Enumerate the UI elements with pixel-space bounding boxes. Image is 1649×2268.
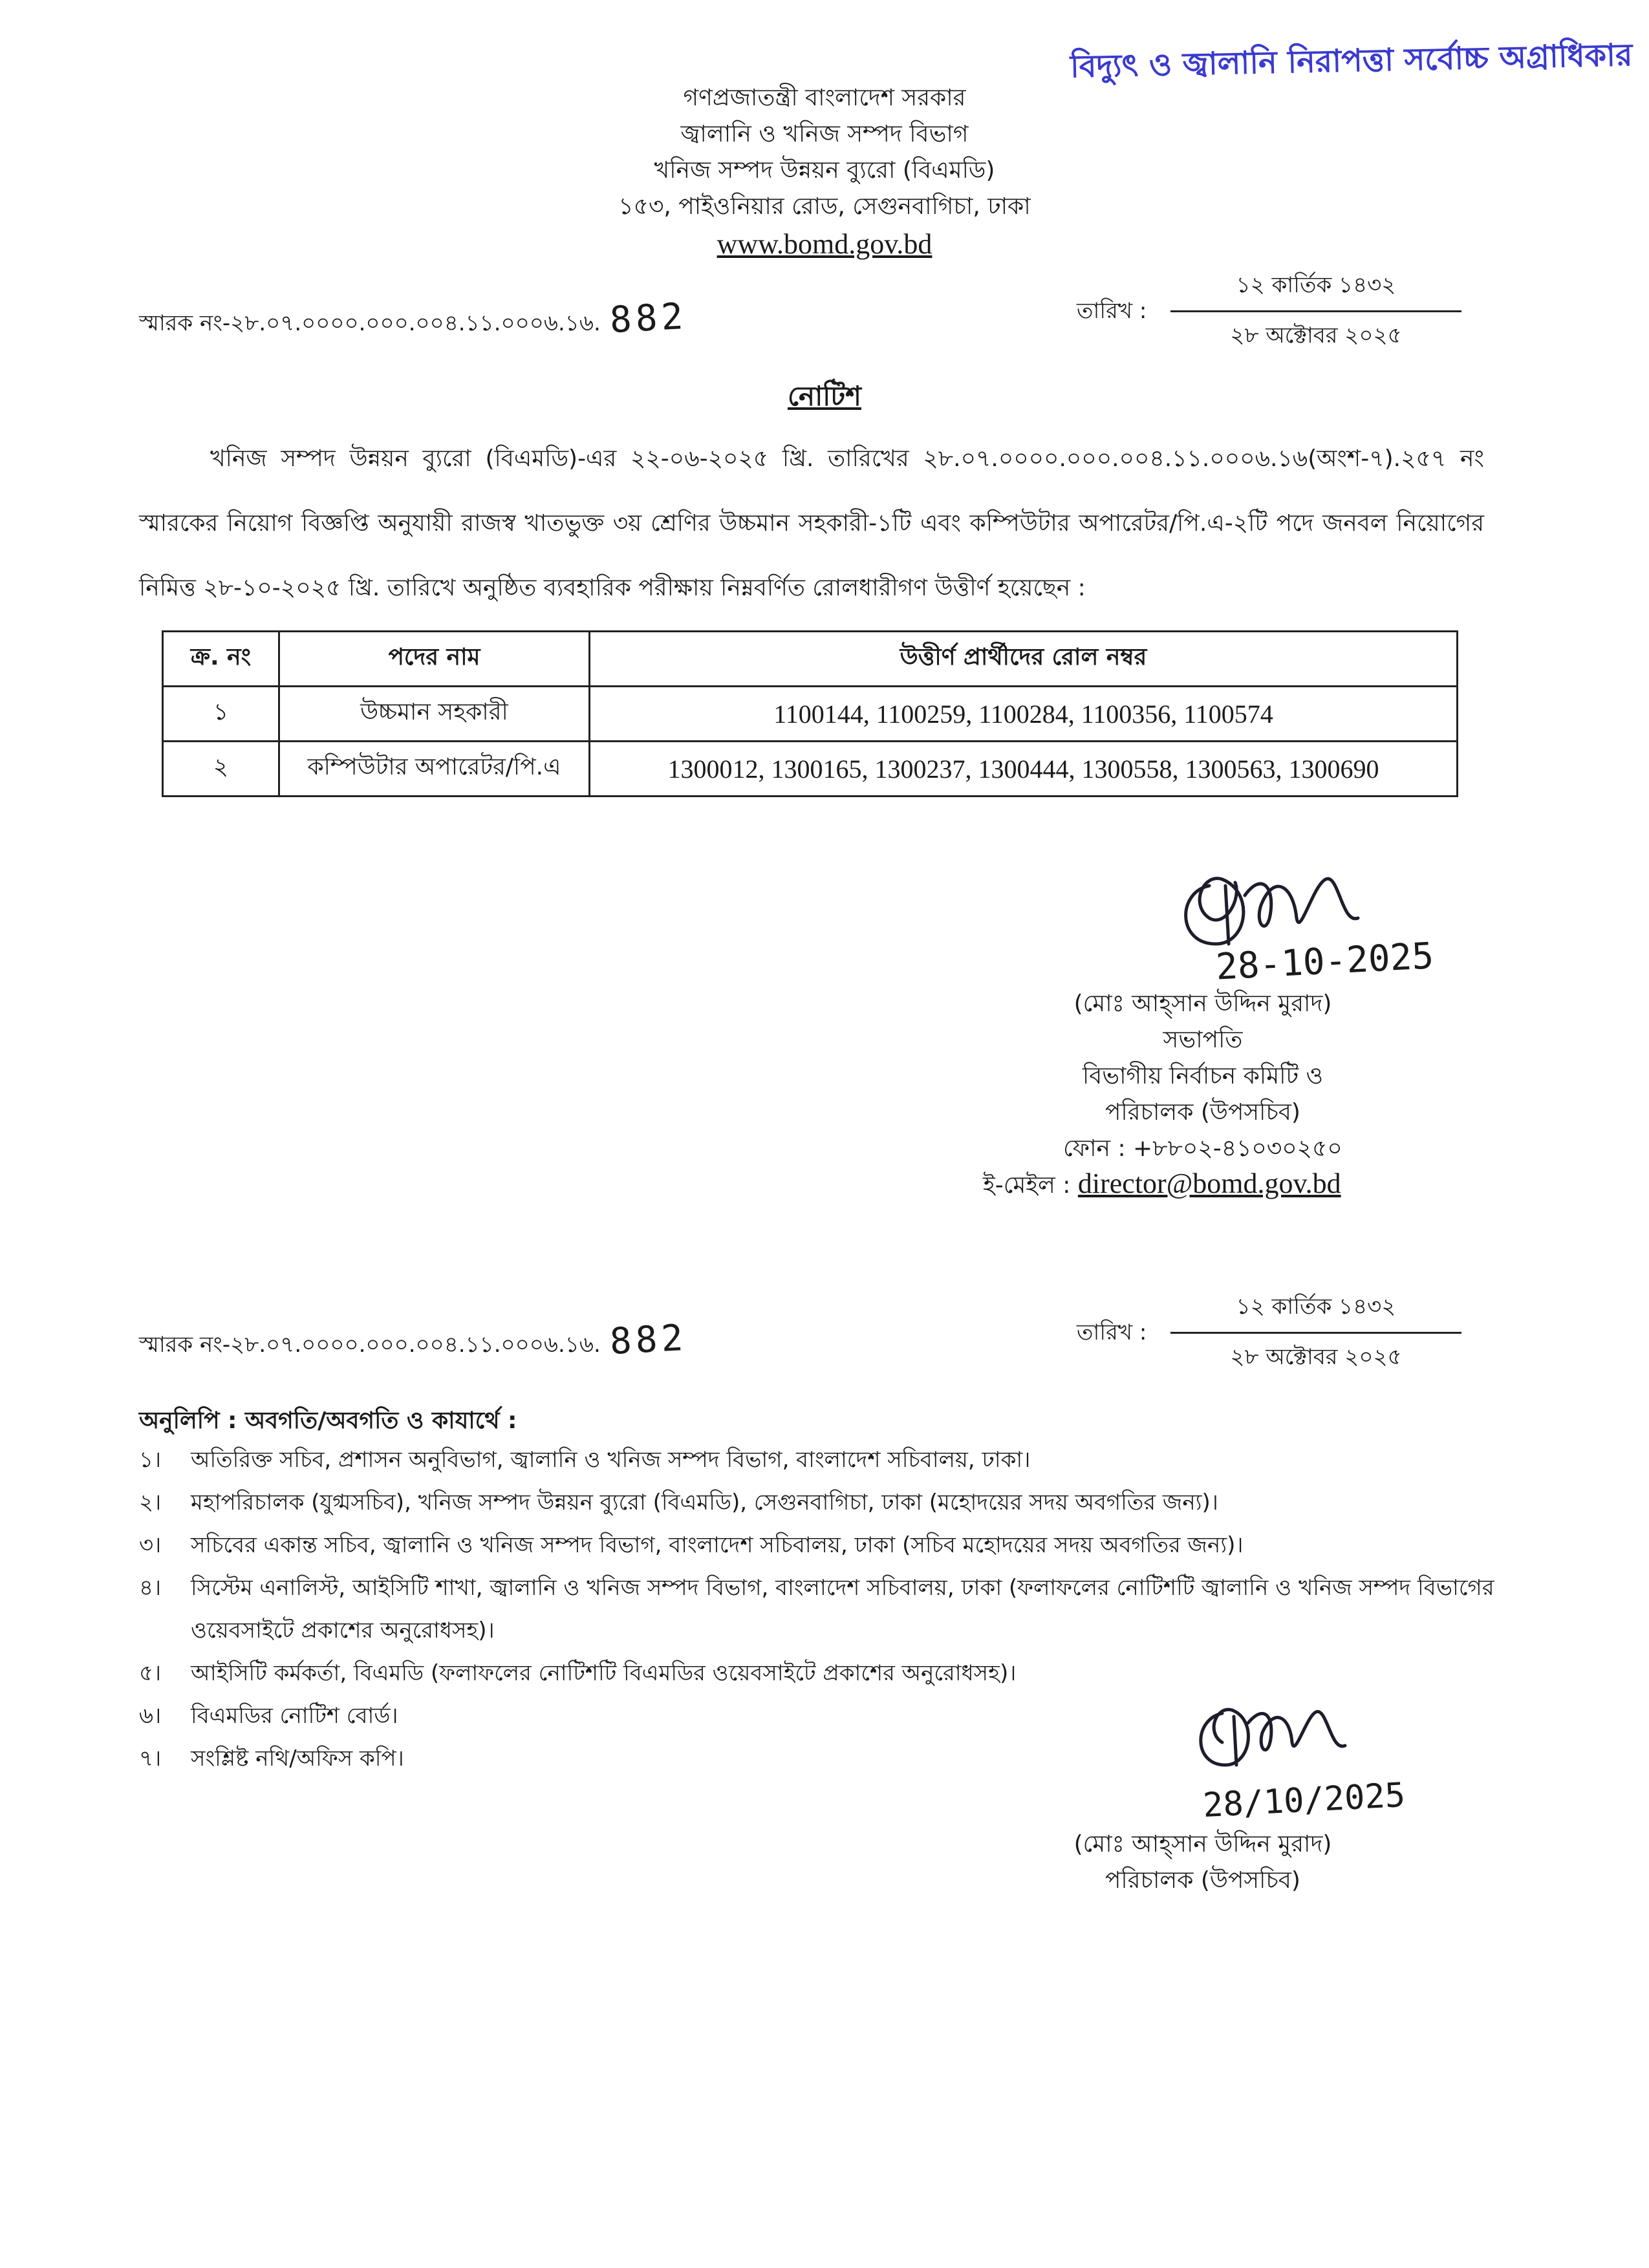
list-item-number: ৭। bbox=[139, 1746, 162, 1771]
office-name: খনিজ সম্পদ উন্নয়ন ব্যুরো (বিএমডি) bbox=[654, 157, 995, 184]
signatory-2-block bbox=[1009, 1826, 1397, 1899]
col-header-rolls: উত্তীর্ণ প্রার্থীদের রোল নম্বর bbox=[590, 632, 1458, 687]
list-item-number: ১। bbox=[139, 1447, 162, 1473]
signatory-2-name: (মোঃ আহ্সান উদ্দিন মুরাদ) bbox=[1073, 1831, 1332, 1857]
list-item-number: ৬। bbox=[139, 1703, 162, 1729]
signatory-1-name: (মোঃ আহ্সান উদ্দিন মুরাদ) bbox=[1073, 990, 1332, 1017]
list-item-number: ৫। bbox=[139, 1660, 162, 1686]
memo-label: স্মারক নং-২৮.০৭.০০০০.০০০.০০৪.১১.০০০৬.১৬. bbox=[139, 310, 601, 336]
signatory-1-phone: ফোন : +৮৮০২-৪১০৩০২৫০ bbox=[1063, 1135, 1342, 1162]
memo-handwritten-number: 882 bbox=[609, 1316, 688, 1364]
date-gregorian: ২৮ অক্টোবর ২০২৫ bbox=[1230, 1344, 1402, 1370]
email-link[interactable]: director@bomd.gov.bd bbox=[1077, 1168, 1341, 1199]
list-item-text: বিএমডির নোটিশ বোর্ড। bbox=[191, 1703, 398, 1729]
date-label: তারিখ : bbox=[1077, 298, 1147, 324]
list-item-number: ৩। bbox=[139, 1532, 162, 1558]
cell-post: উচ্চমান সহকারী bbox=[279, 687, 590, 742]
date-bangla: ১২ কার্তিক ১৪৩২ bbox=[1170, 1290, 1461, 1334]
date-gregorian: ২৮ অক্টোবর ২০২৫ bbox=[1230, 323, 1402, 348]
table-row bbox=[163, 687, 1458, 742]
list-item-number: ৪। bbox=[139, 1575, 162, 1601]
cell-rolls: 1300012, 1300165, 1300237, 1300444, 1300558, 1300563, 1300690 bbox=[590, 742, 1458, 797]
signatory-1-designation: পরিচালক (উপসচিব) bbox=[1105, 1099, 1300, 1126]
list-item bbox=[139, 1567, 1497, 1652]
cell-post: কম্পিউটার অপারেটর/পি.এ bbox=[279, 742, 590, 797]
copies-heading: অনুলিপি : অবগতি/অবগতি ও কাযার্থে : bbox=[139, 1407, 517, 1434]
signatory-1-role: সভাপতি bbox=[1163, 1027, 1243, 1053]
list-item bbox=[139, 1439, 1497, 1481]
memo-number bbox=[139, 297, 687, 343]
list-item-text: সংশ্লিষ্ট নথি/অফিস কপি। bbox=[191, 1746, 404, 1771]
signatory-2-designation: পরিচালক (উপসচিব) bbox=[1105, 1867, 1300, 1894]
cell-serial: ২ bbox=[163, 742, 279, 797]
signatory-1-committee: বিভাগীয় নির্বাচন কমিটি ও bbox=[1082, 1063, 1324, 1089]
list-item-text: আইসিটি কর্মকর্তা, বিএমডি (ফলাফলের নোটিশটি বিএমডির ওয়েবসাইটে প্রকাশের অনুরোধসহ)। bbox=[191, 1660, 1017, 1686]
list-item bbox=[139, 1524, 1497, 1567]
memo-number-2 bbox=[139, 1316, 688, 1365]
memo-handwritten-number: 882 bbox=[609, 295, 688, 342]
memo-label: স্মারক নং-২৮.০৭.০০০০.০০০.০০৪.১১.০০০৬.১৬. bbox=[139, 1332, 601, 1358]
date-label-2: তারিখ : bbox=[1077, 1320, 1147, 1345]
list-item-text: অতিরিক্ত সচিব, প্রশাসন অনুবিভাগ, জ্বালানি ও খনিজ সম্পদ বিভাগ, বাংলাদেশ সচিবালয়, ঢাকা। bbox=[191, 1447, 1031, 1473]
govt-name: গণপ্রজাতন্ত্রী বাংলাদেশ সরকার bbox=[683, 85, 966, 111]
email-label: ই-মেইল : bbox=[983, 1172, 1078, 1199]
list-item bbox=[139, 1481, 1497, 1524]
list-item-text: মহাপরিচালক (যুগ্মসচিব), খনিজ সম্পদ উন্নয়ন ব্যুরো (বিএমডি), সেগুনবাগিচা, ঢাকা (মহোদয়ের সদয় অবগতির জন্য)। bbox=[191, 1490, 1218, 1515]
date-block bbox=[1170, 268, 1461, 356]
table-header-row bbox=[163, 632, 1458, 687]
list-item-number: ২। bbox=[139, 1490, 162, 1515]
list-item-text: সিস্টেম এনালিস্ট, আইসিটি শাখা, জ্বালানি ও খনিজ সম্পদ বিভাগ, বাংলাদেশ সচিবালয়, ঢাকা (ফলাফলের নোটিশটি জ্বালানি ও খনিজ সম্পদ বিভাগের ওয়েবসাইটে প্রকাশের অনুরোধসহ)। bbox=[191, 1575, 1494, 1643]
cell-rolls: 1100144, 1100259, 1100284, 1100356, 1100574 bbox=[590, 687, 1458, 742]
list-item-text: সচিবের একান্ত সচিব, জ্বালানি ও খনিজ সম্পদ বিভাগ, বাংলাদেশ সচিবালয়, ঢাকা (সচিব মহোদয়ের সদয় অবগতির জন্য)। bbox=[191, 1532, 1244, 1558]
office-address: ১৫৩, পাইওনিয়ার রোড, সেগুনবাগিচা, ঢাকা bbox=[618, 193, 1031, 220]
notice-title: নোটিশ bbox=[787, 380, 862, 412]
division-name: জ্বালানি ও খনিজ সম্পদ বিভাগ bbox=[680, 121, 969, 147]
signature-2-date: 28/10/2025 bbox=[1202, 1775, 1406, 1826]
table-row bbox=[163, 742, 1458, 797]
date-bangla: ১২ কার্তিক ১৪৩২ bbox=[1170, 268, 1461, 312]
slogan: বিদ্যুৎ ও জ্বালানি নিরাপত্তা সর্বোচ্চ অগ্রাধিকার bbox=[1070, 37, 1633, 85]
notice-body: খনিজ সম্পদ উন্নয়ন ব্যুরো (বিএমডি)-এর ২২-০৬-২০২৫ খ্রি. তারিখের ২৮.০৭.০০০০.০০০.০০৪.১১.০০০৬.১৬(অংশ-৭).২৫৭ নং স্মারকের নিয়োগ বিজ্ঞপ্তি অনুযায়ী রাজস্ব খাতভুক্ত ৩য় শ্রেণির উচ্চমান সহকারী-১টি এবং কম্পিউটার অপারেটর/পি.এ-২টি পদে জনবল নিয়োগের নিমিত্ত ২৮-১০-২০২৫ খ্রি. তারিখে অনুষ্ঠিত ব্যবহারিক পরীক্ষায় নিম্নবর্ণিত রোলধারীগণ উত্তীর্ণ হয়েছেন : bbox=[139, 445, 1484, 601]
website-link[interactable]: www.bomd.gov.bd bbox=[717, 228, 932, 260]
result-table bbox=[162, 630, 1458, 797]
signatory-1-email-row bbox=[983, 1167, 1341, 1206]
signature-1-date: 28-10-2025 bbox=[1214, 935, 1435, 989]
cell-serial: ১ bbox=[163, 687, 279, 742]
col-header-post: পদের নাম bbox=[279, 632, 590, 687]
col-header-serial: ক্র. নং bbox=[163, 632, 279, 687]
signatory-1-block bbox=[1009, 986, 1397, 1167]
date-block-2 bbox=[1170, 1290, 1461, 1377]
